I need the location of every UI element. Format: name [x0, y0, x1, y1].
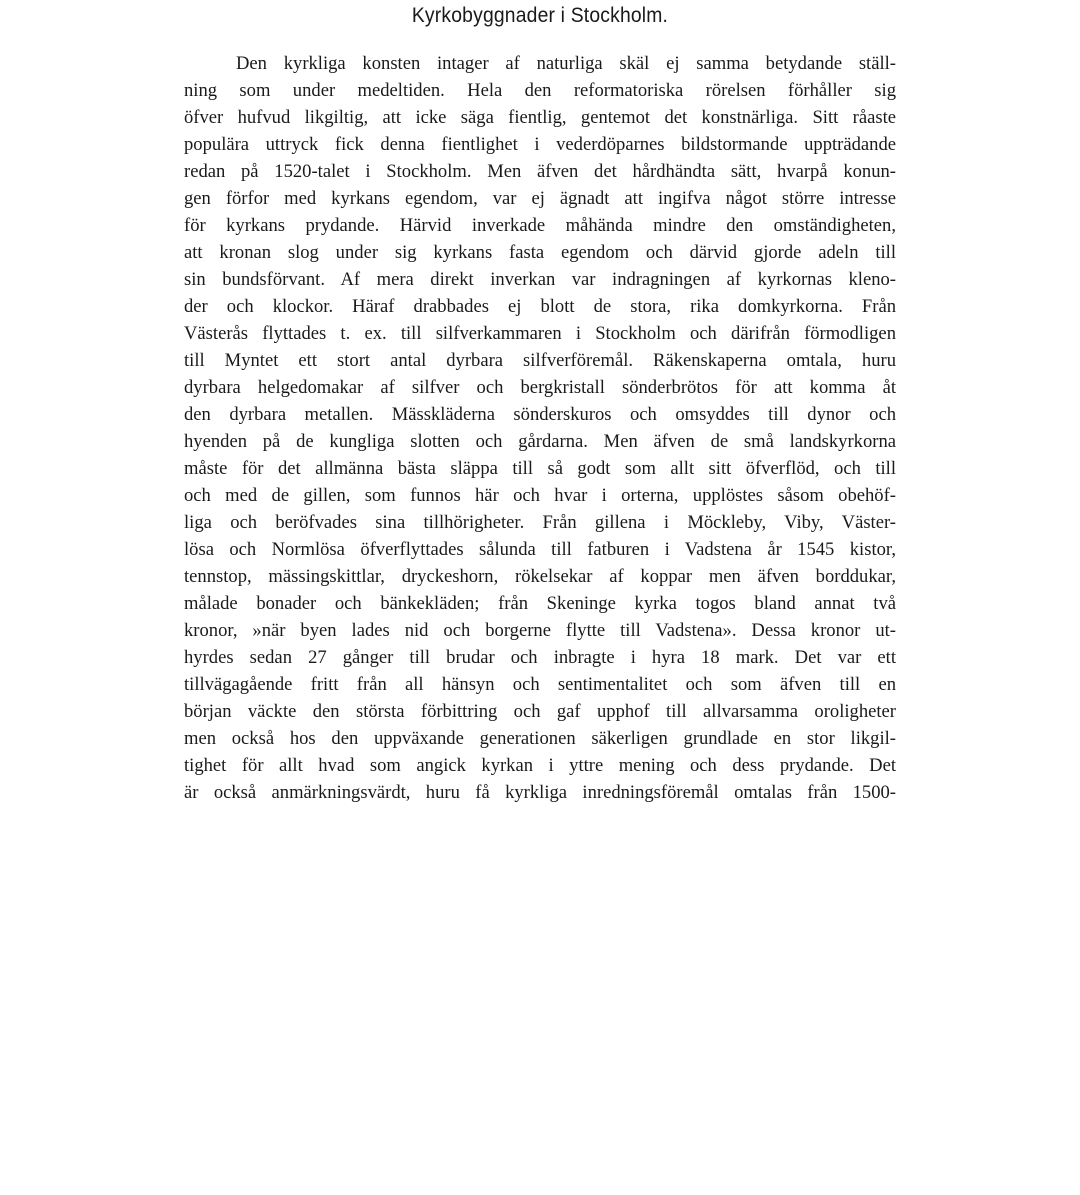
text-line: är också anmärkningsvärdt, huru få kyrkliga inredningsföremål omtalas från 1500- [184, 782, 896, 803]
text-line: redan på 1520-talet i Stockholm. Men äfven det hårdhändta sätt, hvarpå konun- [184, 161, 896, 182]
text-line: gen förfor med kyrkans egendom, var ej ägnadt att ingifva något större intresse [184, 188, 896, 209]
text-line: den dyrbara metallen. Mässkläderna sönderskuros och omsyddes till dynor och [184, 404, 896, 425]
text-line: målade bonader och bänkekläden; från Skeninge kyrka togos bland annat två [184, 593, 896, 614]
text-line: att kronan slog under sig kyrkans fasta egendom och därvid gjorde adeln till [184, 242, 896, 263]
text-line: liga och beröfvades sina tillhörigheter. Från gillena i Möckleby, Viby, Väster- [184, 512, 896, 533]
text-line: dyrbara helgedomakar af silfver och bergkristall sönderbrötos för att komma åt [184, 377, 896, 398]
text-line: ning som under medeltiden. Hela den reformatoriska rörelsen förhåller sig [184, 80, 896, 101]
text-line: populära uttryck fick denna fientlighet i vederdöparnes bildstormande uppträdande [184, 134, 896, 155]
text-line: men också hos den uppväxande generationen säkerligen grundlade en stor likgil- [184, 728, 896, 749]
text-line: kronor, »när byen lades nid och borgerne flytte till Vadstena». Dessa kronor ut- [184, 620, 896, 641]
text-line: hyenden på de kungliga slotten och gårdarna. Men äfven de små landskyrkorna [184, 431, 896, 452]
body-paragraph [184, 50, 896, 806]
text-line: för kyrkans prydande. Härvid inverkade måhända mindre den omständigheten, [184, 215, 896, 236]
text-line: tighet för allt hvad som angick kyrkan i yttre mening och dess prydande. Det [184, 755, 896, 776]
text-line: till Myntet ett stort antal dyrbara silfverföremål. Räkenskaperna omtala, huru [184, 350, 896, 371]
text-line: Den kyrkliga konsten intager af naturliga skäl ej samma betydande ställ- [236, 53, 896, 74]
text-line: tennstop, mässingskittlar, dryckeshorn, rökelsekar af koppar men äfven borddukar, [184, 566, 896, 587]
text-line: lösa och Normlösa öfverflyttades sålunda till fatburen i Vadstena år 1545 kistor, [184, 539, 896, 560]
text-line: början väckte den största förbittring och gaf upphof till allvarsamma oroligheter [184, 701, 896, 722]
text-line: Västerås flyttades t. ex. till silfverkammaren i Stockholm och därifrån förmodligen [184, 323, 896, 344]
text-line: tillvägagående fritt från all hänsyn och sentimentalitet och som äfven till en [184, 674, 896, 695]
text-line: och med de gillen, som funnos här och hvar i orterna, upplöstes såsom obehöf- [184, 485, 896, 506]
text-line: sin bundsförvant. Af mera direkt inverkan var indragningen af kyrkornas kleno- [184, 269, 896, 290]
text-line: måste för det allmänna bästa släppa till så godt som allt sitt öfverflöd, och till [184, 458, 896, 479]
text-line: der och klockor. Häraf drabbades ej blott de stora, rika domkyrkorna. Från [184, 296, 896, 317]
running-title: Kyrkobyggnader i Stockholm. [411, 4, 669, 27]
text-line: hyrdes sedan 27 gånger till brudar och inbragte i hyra 18 mark. Det var ett [184, 647, 896, 668]
text-line: öfver hufvud likgiltig, att icke säga fientlig, gentemot det konstnärliga. Sitt råaste [184, 107, 896, 128]
